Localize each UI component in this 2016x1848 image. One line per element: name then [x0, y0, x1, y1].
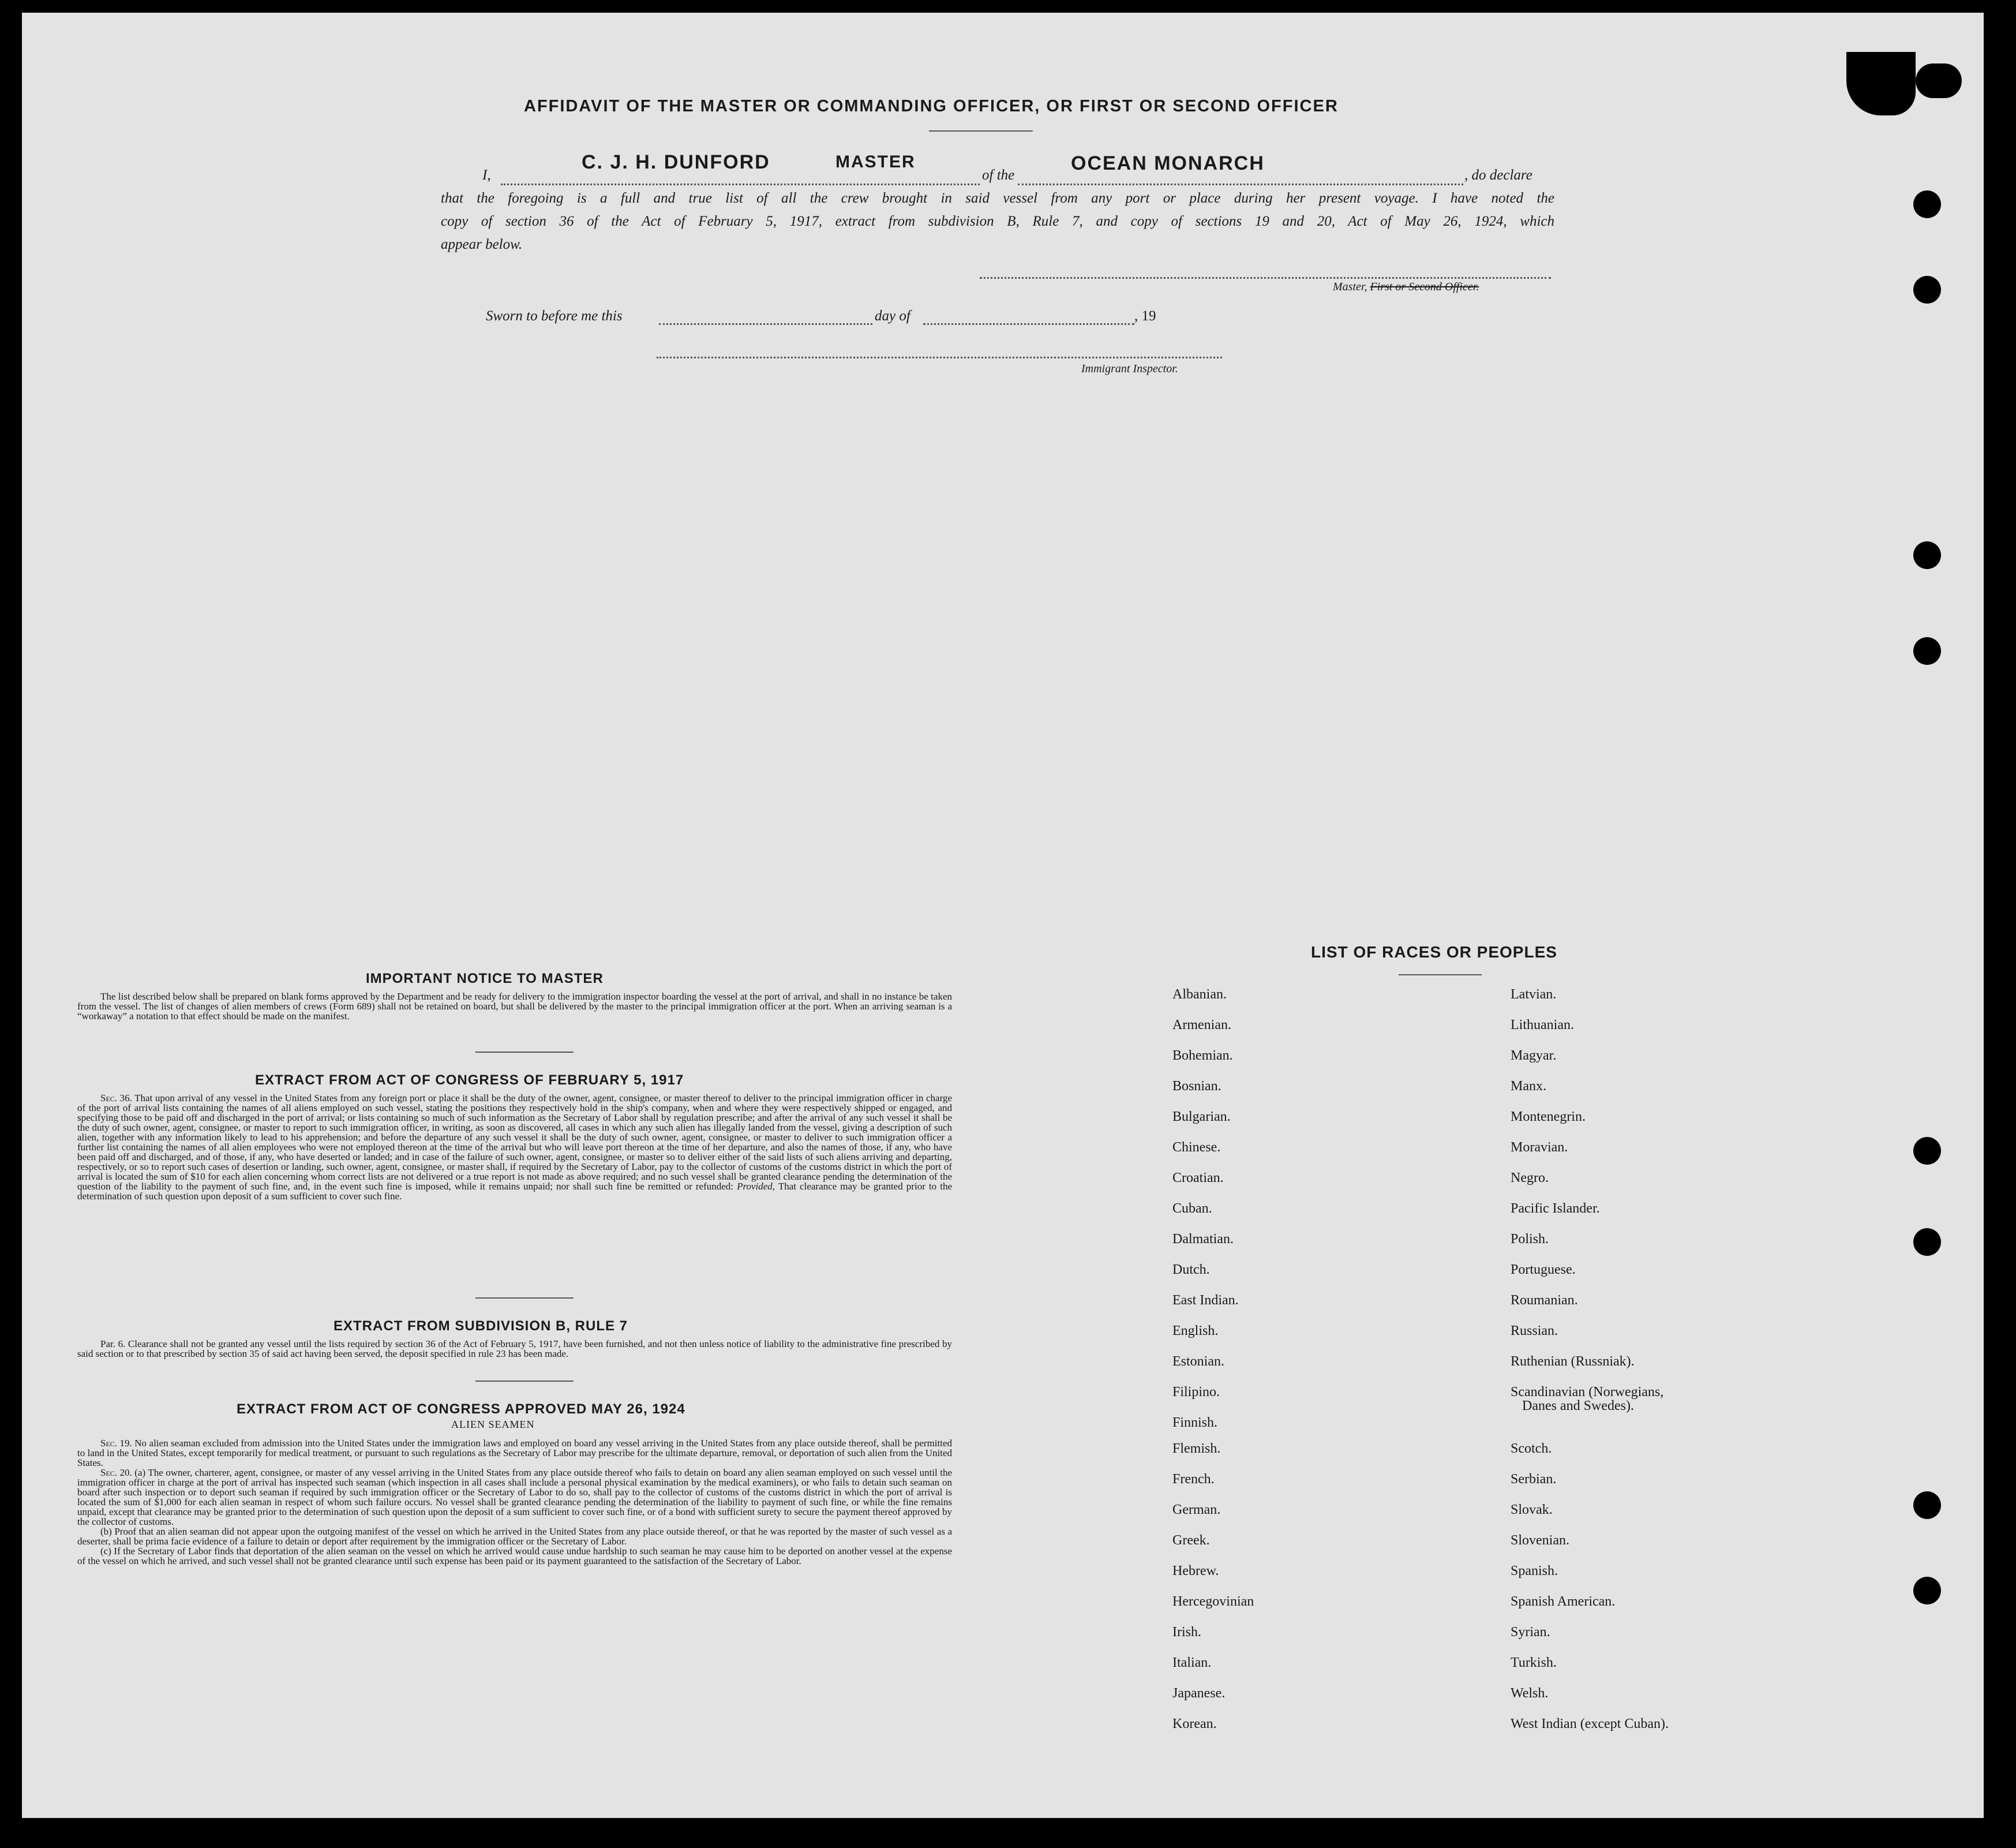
race-item: Italian.	[1172, 1655, 1212, 1670]
sec-36-text-end: That clearance may be granted prior to the determination of such question upon deposit of a sum sufficient to cover such fine.	[77, 1181, 953, 1202]
race-item: Flemish.	[1172, 1441, 1221, 1456]
punch-hole	[1913, 190, 1941, 218]
document-page	[22, 13, 1984, 1818]
race-item: German.	[1172, 1502, 1221, 1517]
rule7-title: EXTRACT FROM SUBDIVISION B, RULE 7	[333, 1318, 628, 1334]
race-item: Dutch.	[1172, 1262, 1210, 1277]
race-item: Armenian.	[1172, 1017, 1231, 1033]
race-item: Spanish.	[1511, 1563, 1558, 1578]
master-name-field: C. J. H. DUNFORD	[582, 151, 770, 173]
race-item: Moravian.	[1511, 1140, 1568, 1155]
race-item: Estonian.	[1172, 1354, 1224, 1369]
affidavit-body-line-3: appear below.	[441, 237, 523, 252]
race-item: Slovenian.	[1511, 1533, 1569, 1548]
sworn-day-line	[659, 323, 872, 325]
extract-1917-divider	[475, 1297, 574, 1299]
race-item: Korean.	[1172, 1716, 1217, 1731]
notice-text: The list described below shall be prepared on blank forms approved by the Department and be ready for delivery to the immigration inspector boarding the vessel at the port of arrival, and shall in no instance be taken from the vessel. The list of changes of alien members of crews (Form 689) shall not be retained on board, but shall be delivered by the master to the principal immigration officer at the port. When an arriving seaman is a “workaway” a notation to that effect should be made on the manifest.	[77, 991, 952, 1022]
race-item: Spanish American.	[1511, 1594, 1616, 1609]
notice-title: IMPORTANT NOTICE TO MASTER	[366, 971, 604, 986]
punch-hole	[1913, 637, 1941, 665]
sec-20b-paragraph: (b) Proof that an alien seaman did not appear upon the outgoing manifest of the vessel on which he arrived in the United States from any place outside thereof, or that he was reported by the master of such vessel as a deserter, shall be prima facie evidence of a failure to detain or deport after requirement by the immigration officer or the Secretary of Labor.	[77, 1526, 952, 1547]
sec-20c-paragraph: (c) If the Secretary of Labor finds that deportation of the alien seaman on the vessel on which he arrived would cause undue hardship to such seaman he may cause him to be deported on another vessel at the expense of the vessel on which he arrived, and such vessel shall not be granted clearance until such expense has been paid or its payment guaranteed to the satisfaction of the Secretary of Labor.	[77, 1546, 952, 1566]
race-item: French.	[1172, 1472, 1215, 1487]
sec-20a-text: (a) The owner, charterer, agent, consignee, or master of any vessel arriving in the United States from any place outside thereof who fails to detain on board any alien seaman employed on such vessel until the immigration officer in charge at the port of arrival has inspected such seaman (which inspection in all cases shall include a personal physical examination by the medical examiners), or who fails to detain such seaman on board after such inspection or to deport such seaman if required by such immigration officer or the Secretary of Labor to do so, shall pay to the collector of customs of the customs district in which the port of arrival is located the sum of $1,000 for each alien seaman in respect of whom such failure occurs. No vessel shall be granted clearance pending the determination of the liability to payment of such fine, or while the fine remains unpaid, except that clearance may be granted prior to the determination of such question upon the deposit of a sum sufficient to cover such fine, or of a bond with sufficient surety to secure the payment thereof approved by the collector of customs.	[77, 1467, 952, 1527]
race-item: English.	[1172, 1323, 1219, 1338]
punch-hole	[1913, 276, 1941, 304]
race-item: Hercegovinian	[1172, 1594, 1254, 1609]
notice-divider	[475, 1052, 574, 1053]
signature-label-struck: First or Second Officer.	[1370, 280, 1479, 293]
do-declare-label: , do declare	[1464, 167, 1532, 183]
race-item: Bulgarian.	[1172, 1109, 1231, 1124]
race-item: East Indian.	[1172, 1293, 1239, 1308]
extract-1917-block	[77, 1093, 952, 1201]
affidavit-body-line-2: copy of section 36 of the Act of February 5, 1917, extract from subdivision B, Rule 7, and copy of sections 19 and 20, Act of May 26, 1924, which	[441, 214, 1554, 229]
master-name-line	[501, 184, 980, 185]
year-prefix: , 19	[1134, 308, 1156, 324]
race-item: Syrian.	[1511, 1625, 1550, 1640]
race-item: Roumanian.	[1511, 1293, 1578, 1308]
race-item: Magyar.	[1511, 1048, 1557, 1063]
alien-seamen-subtitle: ALIEN SEAMEN	[451, 1419, 535, 1430]
race-item: Hebrew.	[1172, 1563, 1219, 1578]
rule7-text: Par. 6. Clearance shall not be granted any vessel until the lists required by section 36 of the Act of February 5, 1917, have been furnished, and not then unless notice of liability to the administrative fine prescribed by said section or to that prescribed by section 35 of said act having been served, the deposit specified in rule 23 has been made.	[77, 1338, 952, 1359]
extract-1924-title: EXTRACT FROM ACT OF CONGRESS APPROVED MAY 26, 1924	[237, 1401, 685, 1417]
race-item: Scandinavian (Norwegians,	[1511, 1385, 1664, 1400]
race-item: Manx.	[1511, 1079, 1546, 1094]
extract-1917-paragraph	[77, 1093, 952, 1201]
title-divider	[929, 130, 1033, 132]
races-divider	[1399, 974, 1482, 975]
master-rank-field: MASTER	[835, 152, 916, 171]
race-item: Chinese.	[1172, 1140, 1221, 1155]
race-item: Japanese.	[1172, 1686, 1226, 1701]
race-item-continued: Danes and Swedes).	[1522, 1398, 1634, 1413]
day-of-label: day of	[875, 308, 910, 324]
race-item: Irish.	[1172, 1625, 1201, 1640]
race-item: Greek.	[1172, 1533, 1210, 1548]
rule7-divider	[475, 1381, 574, 1382]
vessel-name-field: OCEAN MONARCH	[1071, 152, 1265, 174]
intro-i: I,	[482, 167, 491, 183]
torn-corner	[1846, 52, 1916, 115]
sworn-month-line	[923, 323, 1134, 325]
of-the-label: of the	[982, 167, 1015, 183]
inspector-signature-line	[657, 357, 1222, 358]
punch-hole	[1913, 1228, 1941, 1256]
race-item: West Indian (except Cuban).	[1511, 1716, 1669, 1731]
punch-hole	[1913, 541, 1941, 569]
race-item: Slovak.	[1511, 1502, 1553, 1517]
sec-20a-paragraph	[77, 1468, 952, 1527]
sec-36-label: Sec. 36.	[100, 1093, 132, 1103]
inspector-label: Immigrant Inspector.	[1081, 362, 1178, 375]
punch-hole	[1913, 1491, 1941, 1519]
signature-caption	[1333, 280, 1479, 294]
extract-1917-title: EXTRACT FROM ACT OF CONGRESS OF FEBRUARY 5, 1917	[255, 1072, 684, 1088]
provided-word: Provided,	[737, 1181, 775, 1192]
master-signature-line	[980, 277, 1551, 279]
signature-label-master: Master,	[1333, 280, 1367, 293]
race-item: Albanian.	[1172, 987, 1227, 1002]
vessel-name-line	[1018, 184, 1463, 185]
race-item: Bosnian.	[1172, 1079, 1221, 1094]
race-item: Portuguese.	[1511, 1262, 1576, 1277]
punch-hole	[1913, 1137, 1941, 1165]
race-item: Russian.	[1511, 1323, 1558, 1338]
sec-36-text: That upon arrival of any vessel in the United States from any foreign port or place it shall be the duty of the owner, agent, consignee, or master thereof to deliver to the principal immigration officer in charge of the port of arrival lists containing the names of all aliens employed on such vessel, stating the positions they respectively hold in the ship's company, when and where they were respectively shipped or engaged, and specifying those to be paid off and discharged in the port of arrival; or lists containing so much of such information as the Secretary of Labor shall by regulation prescribe; and after the arrival of any such vessel it shall be the duty of such owner, agent, consignee, or master to report to such immigration officer, in writing, as soon as discovered, all cases in which any such alien has illegally landed from the vessel, giving a description of such alien, together with any information likely to lead to his apprehension; and before the departure of any such vessel it shall be the duty of such owner, agent, consignee, or master to deliver to such immigration officer a further list containing the names of all alien employees who were not employed thereon at the time of the arrival but who will leave port thereon at the time of her departure, and also the names of those, if any, who have been paid off and discharged, and of those, if any, who have deserted or landed; and in case of the failure of such owner, agent, consignee, or master so to deliver either of the said lists of such aliens arriving and departing, respectively, or so to report such cases of desertion or landing, such owner, agent, consignee, or master shall, if required by the Secretary of Labor, pay to the collector of customs of the customs district in which the port of arrival is located the sum of $10 for each alien concerning whom correct lists are not delivered or a true report is not made as above required; and no such vessel shall be granted clearance pending the determination of the question of the liability to the payment of such fine, and, in the event such fine is imposed, while it remains unpaid; nor shall such fine be remitted or refunded:	[77, 1093, 952, 1192]
race-item: Scotch.	[1511, 1441, 1552, 1456]
race-item: Dalmatian.	[1172, 1232, 1234, 1247]
race-item: Montenegrin.	[1511, 1109, 1586, 1124]
race-item: Pacific Islander.	[1511, 1201, 1600, 1216]
race-item: Turkish.	[1511, 1655, 1557, 1670]
race-item: Serbian.	[1511, 1472, 1557, 1487]
rule7-block	[77, 1339, 952, 1359]
race-item: Negro.	[1511, 1170, 1549, 1185]
sworn-label: Sworn to before me this	[486, 308, 623, 324]
race-item: Lithuanian.	[1511, 1017, 1574, 1033]
punch-hole	[1913, 1577, 1941, 1604]
extract-1924-block	[77, 1438, 952, 1566]
race-item: Ruthenian (Russniak).	[1511, 1354, 1635, 1369]
affidavit-body-line-1: that the foregoing is a full and true list of all the crew brought in said vessel from any port or place during her present voyage. I have noted the	[441, 190, 1554, 206]
race-item: Croatian.	[1172, 1170, 1224, 1185]
race-item: Polish.	[1511, 1232, 1549, 1247]
race-item: Latvian.	[1511, 987, 1557, 1002]
race-item: Filipino.	[1172, 1385, 1220, 1400]
affidavit-title: AFFIDAVIT OF THE MASTER OR COMMANDING OFFICER, OR FIRST OR SECOND OFFICER	[524, 97, 1339, 115]
races-title: LIST OF RACES OR PEOPLES	[1311, 943, 1557, 961]
sec-20-label: Sec. 20.	[100, 1467, 132, 1478]
race-item: Bohemian.	[1172, 1048, 1233, 1063]
sec-19-text: No alien seaman excluded from admission into the United States under the immigration laws and employed on board any vessel arriving in the United States from any place outside thereof, shall be permitted to land in the United States, except temporarily for medical treatment, or pursuant to such regulations as the Secretary of Labor may prescribe for the ultimate departure, removal, or deportation of such alien from the United States.	[77, 1438, 953, 1468]
notice-text-block	[77, 992, 952, 1021]
race-item: Finnish.	[1172, 1415, 1218, 1430]
torn-corner-fragment	[1916, 63, 1962, 98]
sec-19-label: Sec. 19.	[100, 1438, 132, 1449]
sec-19-paragraph	[77, 1438, 952, 1468]
race-item: Cuban.	[1172, 1201, 1212, 1216]
race-item: Welsh.	[1511, 1686, 1549, 1701]
